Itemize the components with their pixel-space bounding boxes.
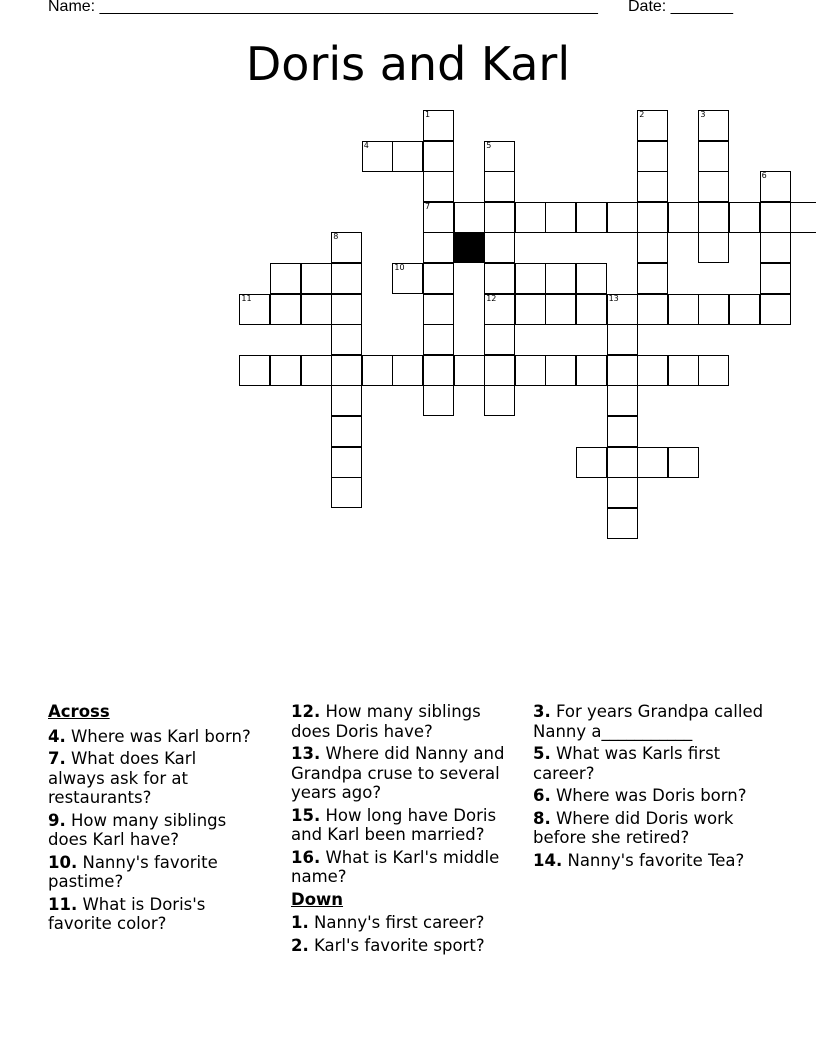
crossword-cell[interactable]: [698, 294, 729, 325]
crossword-cell[interactable]: [637, 141, 668, 172]
crossword-cell[interactable]: [484, 324, 515, 355]
clue-text: Karl's favorite sport?: [308, 935, 485, 955]
across-heading: Across: [48, 702, 110, 721]
crossword-cell[interactable]: [515, 202, 546, 233]
down-clue-list-continued: [533, 702, 773, 870]
clue-number: 2.: [291, 935, 309, 955]
clue-number-label: 13: [608, 293, 619, 303]
crossword-block: [454, 232, 485, 263]
clue-item: [48, 811, 253, 850]
crossword-cell[interactable]: [484, 355, 515, 386]
crossword-cell[interactable]: [392, 263, 423, 294]
clue-text: Nanny's first career?: [308, 913, 485, 932]
clue-text: What is Karl's middle name?: [291, 847, 500, 886]
clues-column-1: [48, 702, 253, 937]
clue-item: [48, 895, 253, 934]
crossword-cell[interactable]: [698, 232, 729, 263]
clue-text: Nanny's favorite Tea?: [562, 850, 745, 870]
down-clue-list: [291, 913, 516, 955]
clue-text: What does Karl always ask for at restaurants?: [48, 749, 197, 807]
crossword-cell[interactable]: [515, 263, 546, 294]
clue-item: [291, 936, 516, 956]
clue-text: How many siblings does Karl have?: [48, 810, 227, 849]
clue-number: 3.: [533, 702, 551, 721]
crossword-cell[interactable]: [576, 355, 607, 386]
crossword-cell[interactable]: [301, 263, 332, 294]
crossword-cell[interactable]: [760, 202, 791, 233]
crossword-cell[interactable]: [301, 294, 332, 325]
clue-item: [291, 702, 516, 741]
crossword-cell[interactable]: [423, 263, 454, 294]
name-label: Name: ________________________________________________________: [48, 0, 598, 15]
crossword-cell[interactable]: [392, 355, 423, 386]
crossword-cell[interactable]: [423, 141, 454, 172]
crossword-cell[interactable]: [331, 477, 362, 508]
clue-number-label: 1: [425, 110, 431, 119]
crossword-cell[interactable]: [331, 447, 362, 478]
clue-item: [48, 853, 253, 892]
clue-number: 10.: [48, 852, 78, 872]
crossword-cell[interactable]: [423, 171, 454, 202]
crossword-cell[interactable]: [423, 110, 454, 141]
crossword-cell[interactable]: [515, 294, 546, 325]
crossword-cell[interactable]: [760, 263, 791, 294]
crossword-cell[interactable]: [301, 355, 332, 386]
clue-number-label: 6: [761, 171, 767, 181]
clue-text: What was Karls first career?: [533, 744, 721, 783]
crossword-cell[interactable]: [484, 141, 515, 172]
clue-text: How long have Doris and Karl been married?: [291, 805, 497, 844]
clue-text: Nanny's favorite pastime?: [48, 852, 218, 891]
crossword-cell[interactable]: [607, 355, 638, 386]
crossword-cell[interactable]: [362, 141, 393, 172]
crossword-cell[interactable]: [668, 447, 699, 478]
crossword-cell[interactable]: [668, 202, 699, 233]
crossword-cell[interactable]: [423, 202, 454, 233]
crossword-cell[interactable]: [576, 447, 607, 478]
crossword-cell[interactable]: [607, 324, 638, 355]
clue-number: 12.: [291, 702, 321, 721]
crossword-cell[interactable]: [576, 202, 607, 233]
crossword-cell[interactable]: [484, 294, 515, 325]
clue-item: [533, 786, 773, 806]
clue-item: [533, 809, 773, 848]
crossword-cell[interactable]: [484, 385, 515, 416]
clue-text: What is Doris's favorite color?: [48, 894, 206, 933]
clue-number: 11.: [48, 894, 78, 914]
clue-item: [291, 848, 516, 887]
crossword-cell[interactable]: [607, 447, 638, 478]
crossword-cell[interactable]: [760, 232, 791, 263]
crossword-cell[interactable]: [607, 508, 638, 539]
crossword-cell[interactable]: [637, 171, 668, 202]
crossword-cell[interactable]: [484, 232, 515, 263]
clue-number: 6.: [533, 786, 551, 805]
across-clue-list: [48, 727, 253, 934]
crossword-cell[interactable]: [454, 355, 485, 386]
clue-number: 15.: [291, 805, 321, 825]
crossword-cell[interactable]: [729, 202, 760, 233]
clue-number-label: 7: [425, 201, 431, 211]
crossword-cell[interactable]: [454, 202, 485, 233]
crossword-cell[interactable]: [607, 416, 638, 447]
crossword-cell[interactable]: [698, 202, 729, 233]
crossword-cell[interactable]: [576, 263, 607, 294]
across-clue-list-continued: [291, 702, 516, 887]
crossword-cell[interactable]: [607, 385, 638, 416]
clue-number-label: 8: [333, 232, 339, 242]
clue-number-label: 5: [486, 140, 492, 150]
clue-number: 16.: [291, 847, 321, 867]
crossword-cell[interactable]: [637, 294, 668, 325]
puzzle-title: Doris and Karl: [245, 37, 571, 91]
crossword-cell[interactable]: [331, 355, 362, 386]
crossword-cell[interactable]: [729, 294, 760, 325]
crossword-cell[interactable]: [760, 294, 791, 325]
crossword-cell[interactable]: [331, 232, 362, 263]
crossword-cell[interactable]: [423, 355, 454, 386]
clues-column-3: [533, 702, 773, 873]
clue-text: Where was Karl born?: [65, 726, 251, 746]
crossword-cell[interactable]: [515, 355, 546, 386]
clue-number: 7.: [48, 749, 66, 768]
crossword-cell[interactable]: [392, 141, 423, 172]
crossword-cell[interactable]: [484, 202, 515, 233]
clue-text: How many siblings does Doris have?: [291, 702, 481, 741]
crossword-cell[interactable]: [331, 263, 362, 294]
crossword-cell[interactable]: [637, 110, 668, 141]
clue-item: [291, 806, 516, 845]
clue-text: For years Grandpa called Nanny a___________: [533, 702, 764, 741]
crossword-cell[interactable]: [607, 477, 638, 508]
crossword-cell[interactable]: [331, 416, 362, 447]
crossword-cell[interactable]: [331, 385, 362, 416]
crossword-cell[interactable]: [545, 294, 576, 325]
crossword-cell[interactable]: [331, 294, 362, 325]
crossword-cell[interactable]: [331, 324, 362, 355]
crossword-cell[interactable]: [545, 263, 576, 294]
crossword-cell[interactable]: [423, 385, 454, 416]
crossword-cell[interactable]: [423, 324, 454, 355]
clue-number-label: 2: [639, 110, 645, 119]
crossword-cell[interactable]: [668, 294, 699, 325]
crossword-cell[interactable]: [607, 294, 638, 325]
crossword-cell[interactable]: [790, 202, 816, 233]
clue-item: [533, 744, 773, 783]
crossword-cell[interactable]: [637, 232, 668, 263]
clue-item: [533, 702, 773, 741]
crossword-cell[interactable]: [698, 171, 729, 202]
clue-item: [533, 851, 773, 871]
crossword-cell[interactable]: [637, 447, 668, 478]
crossword-cell[interactable]: [637, 355, 668, 386]
crossword-cell[interactable]: [698, 355, 729, 386]
clue-text: Where did Nanny and Grandpa cruse to several years ago?: [291, 744, 505, 802]
clue-number: 4.: [48, 726, 66, 746]
crossword-cell[interactable]: [484, 263, 515, 294]
crossword-cell[interactable]: [760, 171, 791, 202]
crossword-cell[interactable]: [545, 355, 576, 386]
clue-number: 9.: [48, 810, 66, 830]
crossword-cell[interactable]: [576, 294, 607, 325]
crossword-cell[interactable]: [607, 202, 638, 233]
crossword-cell[interactable]: [239, 355, 270, 386]
clue-item: [48, 749, 253, 808]
crossword-cell[interactable]: [239, 294, 270, 325]
clue-number: 8.: [533, 808, 551, 828]
crossword-cell[interactable]: [484, 171, 515, 202]
clues-column-2: [291, 702, 516, 958]
crossword-cell[interactable]: [423, 232, 454, 263]
clue-number: 1.: [291, 913, 309, 932]
crossword-cell[interactable]: [270, 263, 301, 294]
crossword-cell[interactable]: [545, 202, 576, 233]
crossword-cell[interactable]: [423, 294, 454, 325]
clue-item: [291, 913, 516, 933]
down-heading: Down: [291, 889, 344, 909]
clue-number: 13.: [291, 744, 321, 763]
clue-item: [291, 744, 516, 803]
clue-number-label: 3: [700, 110, 706, 119]
crossword-cell[interactable]: [270, 355, 301, 386]
crossword-cell[interactable]: [362, 355, 393, 386]
clue-number: 5.: [533, 744, 551, 763]
clue-item: [48, 727, 253, 747]
crossword-cell[interactable]: [637, 202, 668, 233]
clue-text: Where did Doris work before she retired?: [533, 808, 734, 847]
clue-number-label: 12: [486, 293, 497, 303]
crossword-cell[interactable]: [270, 294, 301, 325]
clue-number: 14.: [533, 850, 563, 870]
crossword-cell[interactable]: [698, 141, 729, 172]
crossword-cell[interactable]: [668, 355, 699, 386]
crossword-cell[interactable]: [698, 110, 729, 141]
date-label: Date: _______: [628, 0, 733, 15]
clue-number-label: 4: [363, 140, 369, 150]
clue-text: Where was Doris born?: [550, 786, 747, 805]
crossword-cell[interactable]: [637, 263, 668, 294]
clue-number-label: 10: [394, 263, 405, 272]
clue-number-label: 11: [241, 293, 252, 303]
